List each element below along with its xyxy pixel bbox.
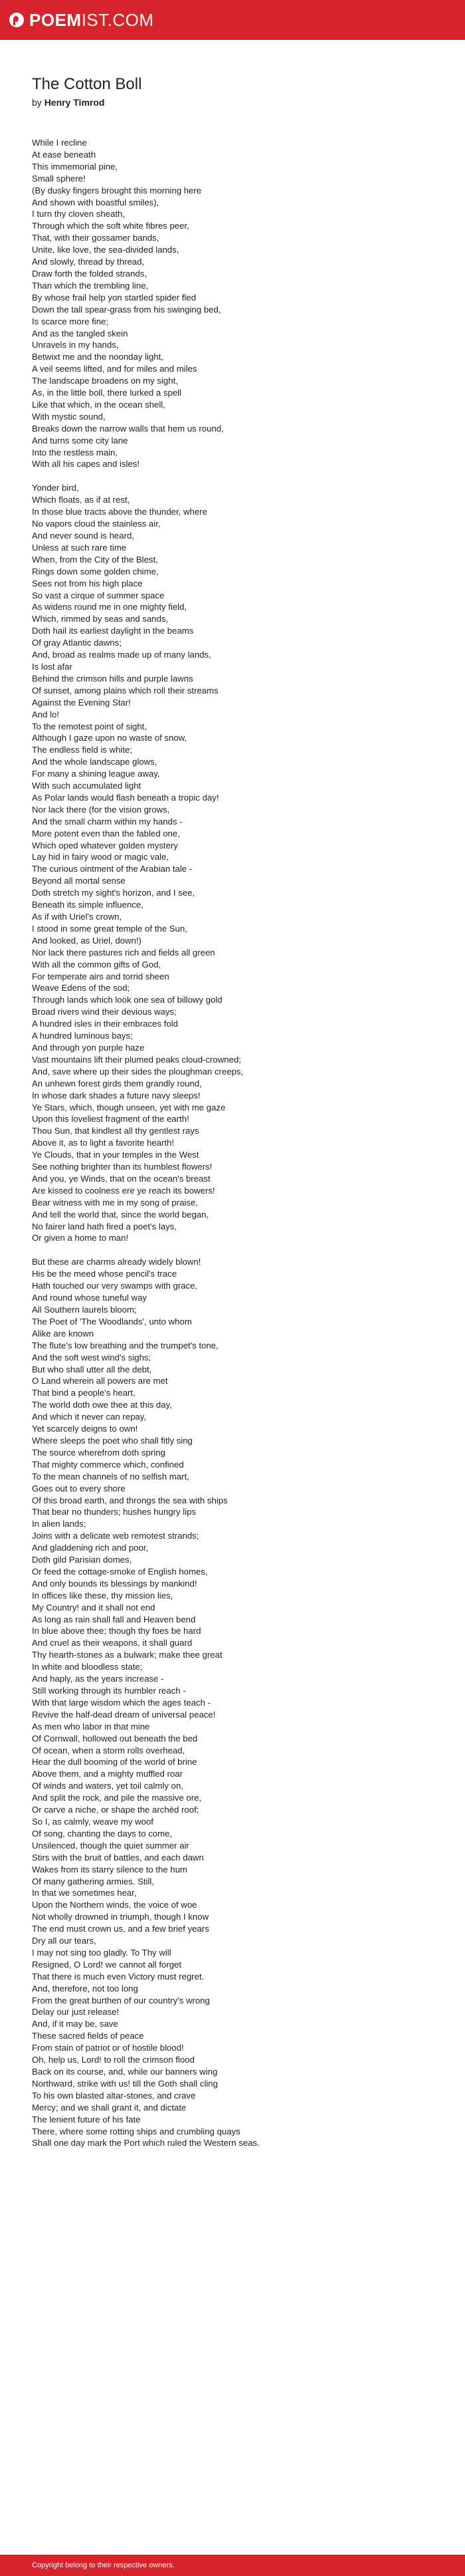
poem-line: Where sleeps the poet who shall fitly sing (32, 1435, 193, 1446)
poem-line: As long as rain shall fall and Heaven bend (32, 1614, 196, 1624)
poem-byline (32, 97, 444, 108)
poem-line: The world doth owe thee at this day, (32, 1400, 172, 1410)
poem-line: An unhewn forest girds them grandly round, (32, 1078, 202, 1089)
poem-line: And round whose tuneful way (32, 1293, 147, 1303)
poem-line: Than which the trembling line, (32, 280, 149, 291)
poem-line: As Polar lands would flash beneath a tropic day! (32, 792, 219, 803)
poem-line: That there is much even Victory must regret. (32, 1971, 205, 1982)
poem-line: And tell the world that, since the world began, (32, 1209, 209, 1220)
poem-line: Bear witness with me in my song of praise, (32, 1197, 198, 1208)
poem-line: Doth gild Parisian domes, (32, 1555, 132, 1565)
poem-line: Or feed the cottage-smoke of English homes, (32, 1566, 208, 1577)
poem-line: Goes out to every shore (32, 1483, 126, 1493)
poem-line: Thy hearth-stones as a bulwark; make thee great (32, 1650, 223, 1660)
site-header (0, 0, 465, 40)
poem-line: For many a shining league away, (32, 769, 160, 779)
poem-line: Of Cornwall, hollowed out beneath the bed (32, 1733, 198, 1743)
poem-line: And looked, as Uriel, down!) (32, 935, 141, 946)
poem-line: Betwixt me and the noonday light, (32, 352, 163, 362)
poem-line: In that we sometimes hear, (32, 1888, 137, 1898)
poem-line: To the mean channels of no selfish mart, (32, 1471, 189, 1481)
poem-line: Shall one day mark the Port which ruled the Western seas. (32, 2138, 260, 2148)
poem-line: These sacred fields of peace (32, 2031, 144, 2041)
poem-line: Doth stretch my sight's horizon, and I see, (32, 888, 195, 898)
poem-line: Resigned, O Lord! we cannot all forget (32, 1959, 182, 1970)
poem-line: Of many gathering armies. Still, (32, 1876, 154, 1886)
poem-line: A veil seems lifted, and for miles and miles (32, 364, 197, 374)
poem-line: And, therefore, not too long (32, 1983, 138, 1994)
poem-line: That bear no thunders; hushes hungry lips (32, 1507, 197, 1517)
poem-line: And the whole landscape glows, (32, 757, 157, 767)
poem-line: Broad rivers wind their devious ways; (32, 1007, 177, 1017)
poem-line: Upon the Northern winds, the voice of woe (32, 1900, 197, 1910)
poem-line: When, from the City of the Blest, (32, 554, 158, 565)
poem-line: Upon this loveliest fragment of the earth! (32, 1114, 189, 1124)
poem-line: Still working through its humbler reach - (32, 1686, 186, 1696)
poem-line: With that large wisdom which the ages teach - (32, 1697, 211, 1708)
poem-line: All Southern laurels bloom; (32, 1305, 137, 1315)
poem-line: More potent even than the fabled one, (32, 828, 180, 838)
poem-line: And haply, as the years increase - (32, 1674, 164, 1684)
poem-content (32, 74, 444, 2161)
poem-line: Of ocean, when a storm rolls overhead, (32, 1745, 185, 1755)
poem-line: With mystic sound, (32, 411, 106, 422)
footer-copyright: Copyright belong to their respective owners. (32, 2561, 175, 2569)
poem-line: Behind the crimson hills and purple lawns (32, 673, 193, 684)
poem-line: With such accumulated light (32, 781, 141, 791)
poem-line: Of this broad earth, and throngs the sea with ships (32, 1495, 228, 1505)
poem-line: The flute's low breathing and the trumpet's tone, (32, 1340, 219, 1351)
poem-line: O Land wherein all powers are met (32, 1376, 168, 1386)
poem-title: The Cotton Boll (32, 75, 142, 93)
poem-line: And never sound is heard, (32, 531, 134, 541)
poem-line: Weave Edens of the sod; (32, 983, 130, 993)
poem-line: Doth hail its earliest daylight in the beams (32, 626, 194, 636)
poem-line: Or carve a niche, or shape the archèd roof; (32, 1805, 199, 1815)
poem-line: The end must crown us, and a few brief years (32, 1924, 209, 1934)
poem-line: Is scarce more fine; (32, 316, 109, 326)
poem-line: Nor lack there pastures rich and fields all green (32, 947, 215, 958)
poem-line: Oh, help us, Lord! to roll the crimson flood (32, 2055, 195, 2065)
poem-line: Northward, strike with us! till the Goth shall cling (32, 2078, 218, 2089)
logo-text-light: IST.COM (81, 9, 154, 30)
poem-line: And only bounds its blessings by mankind! (32, 1578, 197, 1589)
poem-line: Sees not from his high place (32, 578, 143, 588)
poem-line: And through yon purple haze (32, 1042, 145, 1053)
poem-line: I stood in some great temple of the Sun, (32, 923, 187, 934)
poem-line: In those blue tracts above the thunder, where (32, 507, 207, 517)
poem-line: The curious ointment of the Arabian tale - (32, 864, 193, 874)
poem-line: The source wherefrom doth spring (32, 1447, 165, 1458)
poem-line: Mercy; and we shall grant it, and dictate (32, 2102, 187, 2113)
poem-line: Rings down some golden chime, (32, 566, 159, 577)
poem-line: The lenient future of his fate (32, 2114, 141, 2125)
poem-line: With all the common gifts of God, (32, 959, 161, 969)
poem-line: That mighty commerce which, confined (32, 1459, 184, 1470)
poem-line: Ye Stars, which, though unseen, yet with me gaze (32, 1102, 226, 1112)
poem-line: Dry all our tears, (32, 1936, 96, 1946)
poem-line: Beyond all mortal sense (32, 876, 126, 886)
poem-line: Hear the dull booming of the world of brine (32, 1757, 197, 1767)
poem-line: Lay hid in fairy wood or magic vale, (32, 852, 169, 862)
poem-line: So I, as calmly, weave my woof (32, 1816, 153, 1827)
logo-text-bold: POEM (29, 9, 82, 30)
poem-line: As widens round me in one mighty field, (32, 602, 187, 612)
poem-line: Which floats, as if at rest, (32, 495, 130, 505)
poem-line: Of sunset, among plains which roll their streams (32, 685, 219, 696)
poem-line: There, where some rotting ships and crumbling quays (32, 2126, 240, 2136)
poem-line: In alien lands; (32, 1519, 86, 1529)
poem-line: No fairer land hath fired a poet's lays, (32, 1221, 177, 1231)
poem-body (32, 137, 444, 2149)
poem-line: By whose frail help yon startled spider fled (32, 292, 197, 303)
poem-line: Unravels in my hands, (32, 340, 119, 350)
poem-line: Above them, and a mighty muffled roar (32, 1769, 183, 1779)
poem-line: And split the rock, and pile the massive ore, (32, 1793, 202, 1803)
poem-line: Vast mountains lift their plumed peaks cloud-crowned; (32, 1054, 241, 1065)
poem-line: Back on its course, and, while our banners wing (32, 2067, 218, 2077)
poem-line: Or given a home to man! (32, 1233, 129, 1243)
poem-line: Unless at such rare time (32, 542, 127, 553)
poem-line: Beneath its simple influence, (32, 900, 143, 910)
poem-line: Small sphere! (32, 173, 86, 184)
poem-line: And the small charm within my hands - (32, 816, 183, 827)
site-footer (0, 2555, 465, 2576)
poem-line: I turn thy cloven sheath, (32, 209, 126, 219)
poem-line: As, in the little boll, there lurked a spell (32, 388, 182, 398)
poem-line: His be the meed whose pencil's trace (32, 1269, 177, 1279)
poem-line: From the great burthen of our country's wrong (32, 1995, 210, 2005)
site-logo-link[interactable] (9, 10, 154, 31)
poem-line: And slowly, thread by thread, (32, 257, 145, 267)
poem-line: See nothing brighter than its humblest flowers! (32, 1162, 213, 1172)
poem-line: Is lost afar (32, 661, 72, 672)
poem-line: With all his capes and isles! (32, 459, 140, 469)
poem-line: And shown with boastful smiles), (32, 197, 159, 207)
poem-line: This immemorial pine, (32, 161, 118, 172)
poem-line: Yet scarcely deigns to own! (32, 1424, 138, 1434)
poem-line: And as the tangled skein (32, 328, 128, 338)
poem-line: The Poet of 'The Woodlands', unto whom (32, 1316, 192, 1327)
poem-line: No vapors cloud the stainless air, (32, 519, 161, 529)
poem-line: A hundred isles in their embraces fold (32, 1019, 178, 1029)
poem-line: And the soft west wind's sighs; (32, 1352, 151, 1362)
poem-line: Are kissed to coolness ere ye reach its bowers! (32, 1185, 215, 1196)
poem-line: Joins with a delicate web remotest strands; (32, 1531, 199, 1541)
poem-line: Ye Clouds, that in your temples in the West (32, 1150, 199, 1160)
poem-line: In white and bloodless state; (32, 1662, 143, 1672)
poem-line: Like that which, in the ocean shell, (32, 399, 165, 410)
poem-line: At ease beneath (32, 149, 96, 160)
poem-line: Delay our just release! (32, 2007, 120, 2017)
poem-line: And you, ye Winds, that on the ocean's breast (32, 1173, 211, 1184)
poem-line: As men who labor in that mine (32, 1721, 150, 1732)
poem-stanza (32, 1256, 444, 2149)
poem-line: But these are charms already widely blown! (32, 1257, 201, 1267)
poem-line: Unsilenced, though the quiet summer air (32, 1840, 189, 1851)
poem-line: And lo! (32, 709, 60, 719)
poem-line: My Country! and it shall not end (32, 1602, 155, 1612)
poem-line: To his own blasted altar-stones, and crave (32, 2090, 196, 2101)
poem-line: A hundred luminous bays; (32, 1031, 133, 1041)
poem-line: While I recline (32, 138, 87, 148)
poem-line: (By dusky fingers brought this morning here (32, 185, 202, 195)
poem-line: Against the Evening Star! (32, 697, 131, 708)
poem-line: Of gray Atlantic dawns; (32, 638, 122, 648)
poem-line: Nor lack there (for the vision grows, (32, 804, 170, 815)
poem-line: So vast a cirque of summer space (32, 590, 165, 600)
poem-line: In offices like these, thy mission lies, (32, 1590, 173, 1601)
poem-line: That, with their gossamer bands, (32, 233, 159, 243)
poem-line: Through lands which look one sea of billowy gold (32, 995, 223, 1005)
poem-line: But who shall utter all the debt, (32, 1364, 152, 1374)
poem-line: Thou Sun, that kindlest all thy gentlest rays (32, 1126, 199, 1136)
poem-line: Yonder bird, (32, 483, 79, 493)
poem-line: From stain of patriot or of hostile blood! (32, 2043, 184, 2053)
poem-stanza (32, 482, 444, 1244)
poem-line: Of winds and waters, yet toil calmly on, (32, 1781, 183, 1791)
poem-line: That bind a people's heart, (32, 1388, 136, 1398)
site-logo-text (29, 10, 154, 31)
poemist-logo-icon (9, 13, 24, 27)
poem-author-link[interactable]: Henry Timrod (44, 97, 105, 108)
poem-line: Which oped whatever golden mystery (32, 840, 178, 850)
poem-line: And which it never can repay, (32, 1412, 147, 1422)
poem-line: And, save where up their sides the ploughman creeps, (32, 1066, 244, 1077)
poem-line: I may not sing too gladly. To Thy will (32, 1947, 171, 1958)
poem-line: Wakes from its starry silence to the hum (32, 1864, 188, 1874)
poem-line: Stirs with the bruit of battles, and each dawn (32, 1852, 204, 1863)
poem-line: Although I gaze upon no waste of snow, (32, 733, 187, 743)
poem-line: Breaks down the narrow walls that hem us round, (32, 423, 224, 434)
poem-line: Of song, chanting the days to come, (32, 1828, 173, 1839)
poem-line: As if with Uriel's crown, (32, 912, 122, 922)
poem-line: Revive the half-dead dream of universal peace! (32, 1709, 216, 1720)
poem-line: Draw forth the folded strands, (32, 268, 147, 279)
poem-line: The endless field is white; (32, 745, 132, 755)
byline-prefix: by (32, 97, 45, 108)
poem-line: Hath touched our very swamps with grace, (32, 1281, 198, 1291)
poem-line: And cruel as their weapons, it shall guard (32, 1638, 193, 1648)
poem-line: And turns some city lane (32, 435, 128, 446)
poem-line: Into the restless main, (32, 447, 118, 457)
poem-line: To the remotest point of sight, (32, 721, 147, 731)
poem-line: And, if it may be, save (32, 2019, 118, 2029)
poem-line: Which, rimmed by seas and sands, (32, 614, 169, 624)
poem-line: Alike are known (32, 1328, 94, 1339)
poem-line: Not wholly drowned in triumph, though I know (32, 1912, 209, 1922)
poem-line: In whose dark shades a future navy sleeps! (32, 1090, 201, 1100)
poem-line: Through which the soft white fibres peer, (32, 221, 189, 231)
poem-line: And, broad as realms made up of many lands, (32, 650, 211, 660)
poem-line: Unite, like love, the sea-divided lands, (32, 245, 179, 255)
poem-line: In blue above thee; though thy foes be hard (32, 1626, 201, 1636)
poem-line: Down the tall spear-grass from his swinging bed, (32, 304, 221, 315)
poem-line: Above it, as to light a favorite hearth! (32, 1138, 175, 1148)
poem-line: For temperate airs and torrid sheen (32, 971, 169, 981)
poem-line: And gladdening rich and poor, (32, 1543, 149, 1553)
poem-line: The landscape broadens on my sight, (32, 376, 178, 386)
poem-stanza (32, 137, 444, 470)
